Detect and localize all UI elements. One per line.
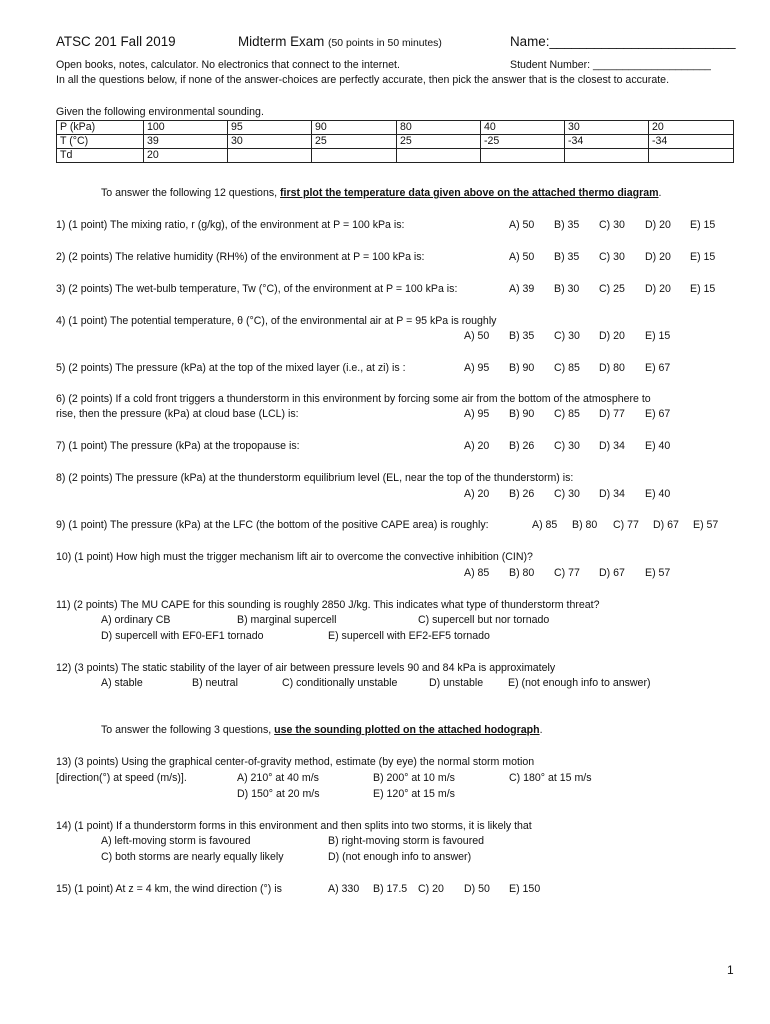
q2-choice-d: D) 20 bbox=[645, 251, 671, 263]
q6-choice-c: C) 85 bbox=[554, 408, 580, 420]
sounding-table bbox=[56, 120, 734, 163]
q1-choice-a: A) 50 bbox=[509, 219, 535, 231]
question-12: 12) (3 points) The static stability of the layer of air between pressure levels 90 and 84 kPa is approximately bbox=[56, 662, 556, 674]
table-cell: 30 bbox=[228, 135, 312, 149]
q10-choice-c: C) 77 bbox=[554, 567, 580, 579]
question-5: 5) (2 points) The pressure (kPa) at the top of the mixed layer (i.e., at zi) is : bbox=[56, 362, 406, 374]
question-13: 13) (3 points) Using the graphical center-of-gravity method, estimate (by eye) the normal storm motion bbox=[56, 756, 535, 768]
table-cell: 20 bbox=[144, 149, 228, 163]
student-number-field: Student Number: ____________________ bbox=[510, 59, 711, 71]
table-cell: 80 bbox=[397, 121, 481, 135]
q14-choice-c: C) both storms are nearly equally likely bbox=[101, 851, 284, 863]
q10-choice-d: D) 67 bbox=[599, 567, 625, 579]
q5-choice-a: A) 95 bbox=[464, 362, 490, 374]
question-6: 6) (2 points) If a cold front triggers a thunderstorm in this environment by forcing some air from the bottom of the atmosphere to bbox=[56, 393, 651, 405]
q8-choice-e: E) 40 bbox=[645, 488, 671, 500]
table-cell: 90 bbox=[312, 121, 397, 135]
q12-choice-d: D) unstable bbox=[429, 677, 484, 689]
q11-choice-a: A) ordinary CB bbox=[101, 614, 171, 626]
q2-choice-a: A) 50 bbox=[509, 251, 535, 263]
q11-choice-d: D) supercell with EF0-EF1 tornado bbox=[101, 630, 264, 642]
exam-points: (50 points in 50 minutes) bbox=[328, 38, 442, 49]
question-13-cont: [direction(°) at speed (m/s)]. bbox=[56, 772, 187, 784]
q5-choice-c: C) 85 bbox=[554, 362, 580, 374]
q2-choice-b: B) 35 bbox=[554, 251, 580, 263]
question-15: 15) (1 point) At z = 4 km, the wind direction (°) is bbox=[56, 883, 282, 895]
section2-pre: To answer the following 3 questions, bbox=[101, 724, 275, 736]
table-cell bbox=[228, 149, 312, 163]
exam-title bbox=[238, 34, 442, 52]
table-cell: -34 bbox=[565, 135, 649, 149]
table-cell: 39 bbox=[144, 135, 228, 149]
q8-choice-a: A) 20 bbox=[464, 488, 490, 500]
q6-choice-b: B) 90 bbox=[509, 408, 535, 420]
question-8: 8) (2 points) The pressure (kPa) at the thunderstorm equilibrium level (EL, near the top of the thunderstorm) is: bbox=[56, 472, 574, 484]
exam-rules: Open books, notes, calculator. No electronics that connect to the internet. bbox=[56, 59, 400, 71]
q15-choice-a: A) 330 bbox=[328, 883, 360, 895]
q9-choice-c: C) 77 bbox=[613, 519, 639, 531]
question-4: 4) (1 point) The potential temperature, θ (°C), of the environmental air at P = 95 kPa is roughly bbox=[56, 315, 497, 327]
q3-choice-c: C) 25 bbox=[599, 283, 625, 295]
q13-choice-a: A) 210° at 40 m/s bbox=[237, 772, 319, 784]
q14-choice-b: B) right-moving storm is favoured bbox=[328, 835, 485, 847]
section2-emphasis: use the sounding plotted on the attached hodograph bbox=[274, 724, 540, 736]
q5-choice-e: E) 67 bbox=[645, 362, 671, 374]
q7-choice-a: A) 20 bbox=[464, 440, 490, 452]
table-cell: 25 bbox=[397, 135, 481, 149]
row-label: Td bbox=[57, 149, 144, 163]
q13-choice-e: E) 120° at 15 m/s bbox=[373, 788, 455, 800]
q8-choice-b: B) 26 bbox=[509, 488, 535, 500]
q5-choice-d: D) 80 bbox=[599, 362, 625, 374]
table-row bbox=[57, 135, 734, 149]
table-cell: 95 bbox=[228, 121, 312, 135]
q9-choice-d: D) 67 bbox=[653, 519, 679, 531]
q9-choice-b: B) 80 bbox=[572, 519, 598, 531]
q12-choice-b: B) neutral bbox=[192, 677, 238, 689]
table-cell: 20 bbox=[649, 121, 734, 135]
section1-emphasis: first plot the temperature data given above on the attached thermo diagram bbox=[280, 187, 659, 199]
table-cell: -25 bbox=[481, 135, 565, 149]
q7-choice-d: D) 34 bbox=[599, 440, 625, 452]
question-2: 2) (2 points) The relative humidity (RH%) of the environment at P = 100 kPa is: bbox=[56, 251, 425, 263]
q3-choice-b: B) 30 bbox=[554, 283, 580, 295]
q6-choice-d: D) 77 bbox=[599, 408, 625, 420]
question-7: 7) (1 point) The pressure (kPa) at the tropopause is: bbox=[56, 440, 300, 452]
q7-choice-c: C) 30 bbox=[554, 440, 580, 452]
q10-choice-e: E) 57 bbox=[645, 567, 671, 579]
q1-choice-c: C) 30 bbox=[599, 219, 625, 231]
q6-choice-a: A) 95 bbox=[464, 408, 490, 420]
table-cell: 40 bbox=[481, 121, 565, 135]
q15-choice-b: B) 17.5 bbox=[373, 883, 408, 895]
q3-choice-e: E) 15 bbox=[690, 283, 716, 295]
q12-choice-c: C) conditionally unstable bbox=[282, 677, 398, 689]
question-1: 1) (1 point) The mixing ratio, r (g/kg), of the environment at P = 100 kPa is: bbox=[56, 219, 405, 231]
table-cell bbox=[312, 149, 397, 163]
question-10: 10) (1 point) How high must the trigger mechanism lift air to overcome the convective inhibition (CIN)? bbox=[56, 551, 533, 563]
q15-choice-c: C) 20 bbox=[418, 883, 444, 895]
question-3: 3) (2 points) The wet-bulb temperature, Tw (°C), of the environment at P = 100 kPa is: bbox=[56, 283, 458, 295]
q4-choice-d: D) 20 bbox=[599, 330, 625, 342]
q12-choice-e: E) (not enough info to answer) bbox=[508, 677, 651, 689]
table-cell bbox=[397, 149, 481, 163]
q4-choice-c: C) 30 bbox=[554, 330, 580, 342]
q10-choice-b: B) 80 bbox=[509, 567, 535, 579]
q4-choice-e: E) 15 bbox=[645, 330, 671, 342]
exam-instructions: In all the questions below, if none of the answer-choices are perfectly accurate, then pick the answer that is the closest to accurate. bbox=[56, 74, 670, 86]
section2-post: . bbox=[539, 724, 543, 736]
section2-instruction bbox=[101, 723, 543, 737]
q9-choice-e: E) 57 bbox=[693, 519, 719, 531]
sounding-caption: Given the following environmental sounding. bbox=[56, 106, 264, 118]
q3-choice-a: A) 39 bbox=[509, 283, 535, 295]
section1-pre: To answer the following 12 questions, bbox=[101, 187, 281, 199]
page-number: 1 bbox=[727, 963, 734, 977]
section1-post: . bbox=[658, 187, 662, 199]
q14-choice-a: A) left-moving storm is favoured bbox=[101, 835, 251, 847]
q8-choice-c: C) 30 bbox=[554, 488, 580, 500]
exam-name: Midterm Exam bbox=[238, 34, 325, 49]
q3-choice-d: D) 20 bbox=[645, 283, 671, 295]
q9-choice-a: A) 85 bbox=[532, 519, 558, 531]
q13-choice-c: C) 180° at 15 m/s bbox=[509, 772, 592, 784]
course-title: ATSC 201 Fall 2019 bbox=[56, 34, 176, 49]
question-14: 14) (1 point) If a thunderstorm forms in this environment and then splits into two storms, it is likely that bbox=[56, 820, 532, 832]
q2-choice-e: E) 15 bbox=[690, 251, 716, 263]
table-cell: 30 bbox=[565, 121, 649, 135]
q4-choice-b: B) 35 bbox=[509, 330, 535, 342]
q6-choice-e: E) 67 bbox=[645, 408, 671, 420]
table-row bbox=[57, 149, 734, 163]
q11-choice-e: E) supercell with EF2-EF5 tornado bbox=[328, 630, 490, 642]
q1-choice-e: E) 15 bbox=[690, 219, 716, 231]
q5-choice-b: B) 90 bbox=[509, 362, 535, 374]
section1-instruction bbox=[101, 186, 662, 200]
q1-choice-d: D) 20 bbox=[645, 219, 671, 231]
q4-choice-a: A) 50 bbox=[464, 330, 490, 342]
table-cell bbox=[565, 149, 649, 163]
table-cell: 25 bbox=[312, 135, 397, 149]
q11-choice-c: C) supercell but nor tornado bbox=[418, 614, 550, 626]
question-11: 11) (2 points) The MU CAPE for this sounding is roughly 2850 J/kg. This indicates what type of thunderstorm threat? bbox=[56, 599, 600, 611]
q15-choice-e: E) 150 bbox=[509, 883, 541, 895]
table-row bbox=[57, 121, 734, 135]
q2-choice-c: C) 30 bbox=[599, 251, 625, 263]
table-cell: 100 bbox=[144, 121, 228, 135]
q13-choice-d: D) 150° at 20 m/s bbox=[237, 788, 320, 800]
q8-choice-d: D) 34 bbox=[599, 488, 625, 500]
q15-choice-d: D) 50 bbox=[464, 883, 490, 895]
question-9: 9) (1 point) The pressure (kPa) at the LFC (the bottom of the positive CAPE area) is roughly: bbox=[56, 519, 489, 531]
q7-choice-e: E) 40 bbox=[645, 440, 671, 452]
q7-choice-b: B) 26 bbox=[509, 440, 535, 452]
q12-choice-a: A) stable bbox=[101, 677, 143, 689]
question-6-cont: rise, then the pressure (kPa) at cloud base (LCL) is: bbox=[56, 408, 299, 420]
name-field: Name:_________________________ bbox=[510, 34, 736, 49]
q10-choice-a: A) 85 bbox=[464, 567, 490, 579]
table-cell bbox=[649, 149, 734, 163]
row-label: T (°C) bbox=[57, 135, 144, 149]
q11-choice-b: B) marginal supercell bbox=[237, 614, 337, 626]
table-cell bbox=[481, 149, 565, 163]
q13-choice-b: B) 200° at 10 m/s bbox=[373, 772, 455, 784]
q1-choice-b: B) 35 bbox=[554, 219, 580, 231]
q14-choice-d: D) (not enough info to answer) bbox=[328, 851, 472, 863]
row-label: P (kPa) bbox=[57, 121, 144, 135]
table-cell: -34 bbox=[649, 135, 734, 149]
